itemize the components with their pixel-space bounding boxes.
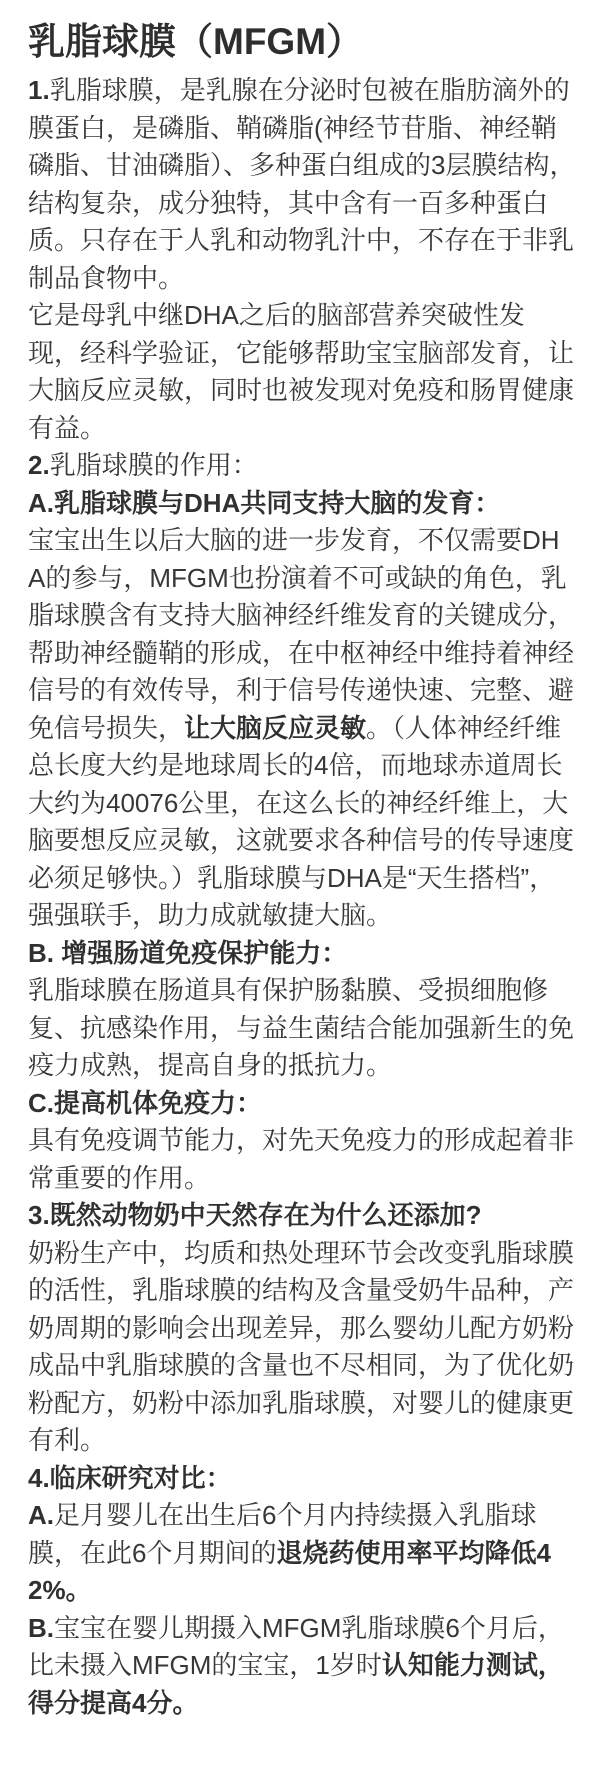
bold-text-run: B. 增强肠道免疫保护能力： (28, 937, 348, 968)
text-run: 乳脂球膜，是乳腺在分泌时包被在脂肪滴外的膜蛋白，是磷脂、鞘磷脂(神经节苷脂、神经鞘磷脂、甘油磷脂）、多种蛋白组成的3层膜结构，结构复杂，成分独特，其中含有一百多种蛋白质。只存在于人乳和动物乳汁中，不存在于非乳制品食物中。 (28, 75, 576, 293)
paragraph (28, 972, 576, 1085)
article-body (28, 72, 576, 1722)
text-run: 乳脂球膜在肠道具有保护肠黏膜、受损细胞修复、抗感染作用，与益生菌结合能加强新生的免疫力成熟，提高自身的抵抗力。 (28, 975, 575, 1080)
text-run: 具有免疫调节能力，对先天免疫力的形成起着非常重要的作用。 (28, 1125, 575, 1193)
paragraph (28, 1085, 576, 1123)
paragraph (28, 522, 576, 935)
bold-text-run: 认知能力测试，得分提高4分。 (28, 1650, 564, 1718)
bold-text-run: A.乳脂球膜与DHA共同支持大脑的发育： (28, 487, 501, 518)
text-run: 足月婴儿在出生后6个月内持续摄入乳脂球膜，在此6个月期间的 (28, 1500, 537, 1568)
bold-text-run: 让大脑反应灵敏 (184, 712, 367, 743)
bold-text-run: 4.临床研究对比： (28, 1462, 232, 1493)
paragraph (28, 1497, 576, 1610)
page-title: 乳脂球膜（MFGM） (28, 21, 364, 62)
text-run: 。（人体神经纤维总长度大约是地球周长的4倍，而地球赤道周长大约为40076公里，在这么长的神经纤维上，大脑要想反应灵敏，这就要求各种信号的传导速度必须足够快。）乳脂球膜与DHA是“天生搭档”，强强联手，助力成就敏捷大脑。 (28, 712, 575, 930)
paragraph (28, 1610, 576, 1723)
bold-text-run: 3.既然动物奶中天然存在为什么还添加? (28, 1200, 482, 1230)
paragraph (28, 1235, 576, 1460)
text-run: 宝宝在婴儿期摄入MFGM乳脂球膜6个月后，比未摄入MFGM的宝宝，1岁时 (28, 1612, 564, 1680)
bold-text-run: A. (28, 1500, 54, 1530)
paragraph (28, 485, 576, 523)
paragraph (28, 72, 576, 297)
paragraph (28, 1197, 576, 1235)
paragraph (28, 447, 576, 485)
paragraph (28, 1122, 576, 1197)
paragraph (28, 297, 576, 447)
text-run: 乳脂球膜的作用： (49, 450, 258, 480)
text-run: 宝宝出生以后大脑的进一步发育，不仅需要DHA的参与，MFGM也扮演着不可或缺的角色，乳脂球膜含有支持大脑神经纤维发育的关键成分，帮助神经髓鞘的形成，在中枢神经中维持着神经信号的有效传导，利于信号传递快速、完整、避免信号损失， (28, 525, 575, 743)
text-run: 奶粉生产中，均质和热处理环节会改变乳脂球膜的活性，乳脂球膜的结构及含量受奶牛品种，产奶周期的影响会出现差异，那么婴幼儿配方奶粉成品中乳脂球膜的含量也不尽相同，为了优化奶粉配方，奶粉中添加乳脂球膜，对婴儿的健康更有利。 (28, 1237, 575, 1455)
bold-text-run: 1. (28, 75, 50, 105)
paragraph (28, 1460, 576, 1498)
paragraph (28, 935, 576, 973)
text-run: 它是母乳中继DHA之后的脑部营养突破性发现，经科学验证，它能够帮助宝宝脑部发育，让大脑反应灵敏，同时也被发现对免疫和肠胃健康有益。 (28, 300, 575, 443)
bold-text-run: B. (28, 1612, 54, 1643)
bold-text-run: 2. (28, 450, 50, 480)
bold-text-run: 退烧药使用率平均降低42%。 (28, 1537, 551, 1605)
bold-text-run: C.提高机体免疫力： (28, 1087, 263, 1118)
